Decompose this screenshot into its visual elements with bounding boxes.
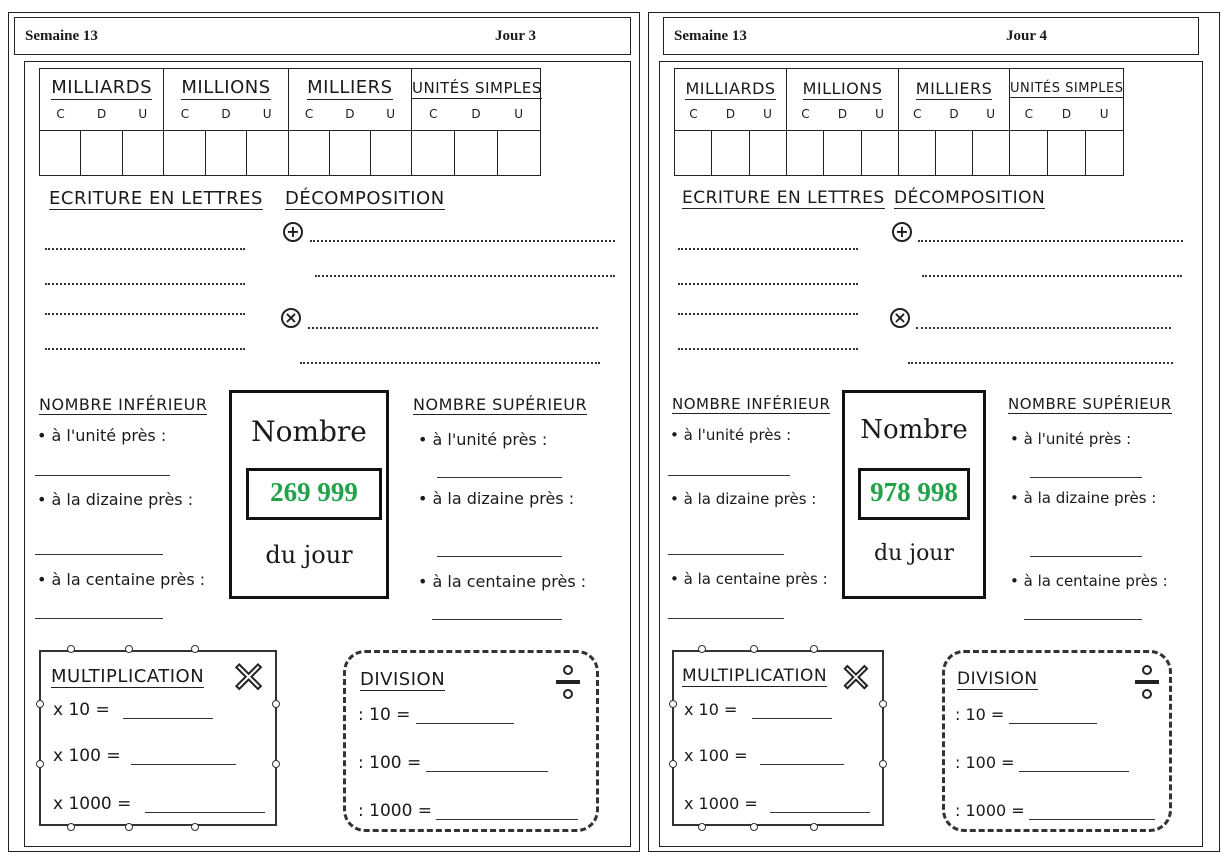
pv-group-milliers: MILLIERS C D U [899, 69, 1010, 175]
mult-100-label: x 100 = [53, 746, 121, 766]
inf-unite-label: • à l'unité près : [670, 426, 792, 444]
worksheet-header [14, 17, 631, 55]
times-sign-icon: × [890, 308, 910, 328]
answer-line[interactable] [437, 477, 562, 478]
answer-line[interactable] [35, 475, 170, 476]
answer-line[interactable] [436, 819, 578, 820]
place-value-table [674, 68, 1124, 176]
writing-line[interactable] [45, 313, 245, 315]
pv-cell[interactable] [750, 131, 786, 175]
week-label: Semaine 13 [25, 28, 98, 44]
du-jour-label: du jour [874, 541, 954, 566]
writing-line[interactable] [678, 348, 858, 350]
multiplication-box [672, 650, 884, 826]
worksheet-sheet [24, 61, 631, 847]
sup-dizaine-label: • à la dizaine près : [418, 489, 575, 508]
pv-group-milliers: MILLIERS C D U [289, 69, 412, 175]
number-of-day-box [842, 390, 986, 599]
writing-line[interactable] [678, 283, 858, 285]
answer-line[interactable] [752, 718, 832, 719]
decomposition-line[interactable] [310, 240, 615, 242]
answer-line[interactable] [668, 475, 790, 476]
pv-cell[interactable] [123, 131, 163, 175]
answer-line[interactable] [145, 812, 265, 813]
divide-icon [556, 665, 580, 699]
pv-group-milliards: MILLIARDS C D U [675, 69, 787, 175]
superieur-title: NOMBRE SUPÉRIEUR [413, 395, 588, 414]
pv-cell[interactable] [330, 131, 371, 175]
writing-line[interactable] [45, 283, 245, 285]
number-display [246, 468, 382, 520]
multiplication-title: MULTIPLICATION [682, 666, 828, 686]
inf-centaine-label: • à la centaine près : [37, 570, 206, 589]
pv-cell[interactable] [936, 131, 973, 175]
answer-line[interactable] [35, 554, 163, 555]
plus-sign-icon: + [892, 222, 912, 242]
division-box [942, 650, 1172, 832]
pv-group-millions: MILLIONS C D U [787, 69, 899, 175]
number-of-day-box [229, 390, 389, 599]
worksheet-sheet [659, 61, 1203, 847]
multiplication-box [39, 650, 277, 826]
pv-group-unites: UNITÉS SIMPLES C D U [1010, 69, 1123, 175]
pv-cell[interactable] [164, 131, 205, 175]
superieur-title: NOMBRE SUPÉRIEUR [1008, 395, 1172, 413]
pv-cell[interactable] [206, 131, 247, 175]
multiplication-title: MULTIPLICATION [51, 666, 205, 687]
pv-cell[interactable] [498, 131, 540, 175]
division-title: DIVISION [957, 669, 1038, 689]
answer-line[interactable] [1030, 477, 1142, 478]
div-1000-label: : 1000 = [358, 801, 433, 821]
pv-cell[interactable] [247, 131, 287, 175]
pv-cell[interactable] [412, 131, 455, 175]
day-label: Jour 3 [495, 28, 536, 44]
pv-cell[interactable] [973, 131, 1009, 175]
writing-line[interactable] [678, 248, 858, 250]
div-10-label: : 10 = [955, 705, 1005, 724]
answer-line[interactable] [123, 718, 213, 719]
number-value: 269 999 [270, 477, 358, 507]
sup-centaine-label: • à la centaine près : [418, 572, 587, 591]
worksheet-day-3 [8, 12, 640, 852]
answer-line[interactable] [770, 812, 870, 813]
answer-line[interactable] [426, 771, 548, 772]
answer-line[interactable] [131, 764, 236, 765]
decomposition-line[interactable] [300, 362, 600, 364]
decomposition-title: DÉCOMPOSITION [285, 188, 445, 209]
mult-1000-label: x 1000 = [53, 794, 132, 814]
mult-10-label: x 10 = [53, 700, 110, 720]
pv-group-millions: MILLIONS C D U [164, 69, 288, 175]
sup-unite-label: • à l'unité près : [418, 430, 548, 449]
sup-dizaine-label: • à la dizaine près : [1010, 489, 1157, 507]
plus-sign-icon: + [283, 222, 303, 242]
answer-line[interactable] [1024, 619, 1142, 620]
answer-line[interactable] [437, 556, 562, 557]
place-value-table [39, 68, 541, 176]
sup-unite-label: • à l'unité près : [1010, 430, 1132, 448]
pv-cell[interactable] [371, 131, 411, 175]
pv-cell[interactable] [1010, 131, 1048, 175]
pv-cell[interactable] [81, 131, 122, 175]
inf-unite-label: • à l'unité près : [37, 426, 167, 445]
day-label: Jour 4 [1006, 28, 1047, 44]
inf-dizaine-label: • à la dizaine près : [670, 490, 817, 508]
pv-cell[interactable] [40, 131, 81, 175]
pv-cell[interactable] [289, 131, 330, 175]
inferieur-title: NOMBRE INFÉRIEUR [672, 395, 831, 413]
pv-cell[interactable] [824, 131, 861, 175]
div-1000-label: : 1000 = [955, 801, 1025, 820]
pv-cell[interactable] [1086, 131, 1123, 175]
answer-line[interactable] [416, 723, 514, 724]
decomposition-line[interactable] [916, 327, 1171, 329]
pv-cell[interactable] [675, 131, 712, 175]
divide-icon [1135, 665, 1159, 699]
ecriture-title: ECRITURE EN LETTRES [49, 188, 263, 209]
week-label: Semaine 13 [674, 28, 747, 44]
du-jour-label: du jour [265, 541, 353, 569]
writing-line[interactable] [45, 248, 245, 250]
worksheet-header [663, 17, 1199, 55]
div-10-label: : 10 = [358, 705, 411, 725]
nombre-label: Nombre [860, 415, 968, 445]
inferieur-title: NOMBRE INFÉRIEUR [39, 395, 208, 414]
mult-100-label: x 100 = [684, 746, 748, 765]
ecriture-title: ECRITURE EN LETTRES [682, 188, 885, 208]
decomposition-title: DÉCOMPOSITION [894, 188, 1046, 208]
decomposition-line[interactable] [918, 240, 1183, 242]
times-sign-icon: × [281, 308, 301, 328]
pv-cell[interactable] [787, 131, 824, 175]
decomposition-line[interactable] [315, 275, 615, 277]
answer-line[interactable] [35, 618, 163, 619]
decomposition-line[interactable] [908, 362, 1173, 364]
answer-line[interactable] [1030, 556, 1142, 557]
answer-line[interactable] [432, 619, 562, 620]
number-display [858, 468, 970, 520]
pv-cell[interactable] [455, 131, 498, 175]
decomposition-line[interactable] [308, 327, 598, 329]
number-value: 978 998 [870, 477, 958, 507]
div-100-label: : 100 = [955, 753, 1015, 772]
inf-centaine-label: • à la centaine près : [670, 570, 828, 588]
pv-cell[interactable] [712, 131, 749, 175]
answer-line[interactable] [760, 764, 844, 765]
writing-line[interactable] [678, 313, 858, 315]
inf-dizaine-label: • à la dizaine près : [37, 490, 194, 509]
multiply-icon: ✕ [840, 656, 872, 700]
answer-line[interactable] [668, 618, 784, 619]
writing-line[interactable] [45, 348, 245, 350]
pv-cell[interactable] [1048, 131, 1086, 175]
decomposition-line[interactable] [922, 275, 1182, 277]
pv-group-unites: UNITÉS SIMPLES C D U [412, 69, 540, 175]
nombre-label: Nombre [251, 415, 367, 448]
pv-group-milliards: MILLIARDS C D U [40, 69, 164, 175]
division-box [343, 650, 599, 832]
division-title: DIVISION [360, 669, 446, 690]
multiply-icon: ✕ [231, 653, 267, 702]
answer-line[interactable] [1029, 819, 1155, 820]
answer-line[interactable] [668, 554, 784, 555]
pv-cell[interactable] [862, 131, 898, 175]
mult-1000-label: x 1000 = [684, 794, 758, 813]
div-100-label: : 100 = [358, 753, 422, 773]
mult-10-label: x 10 = [684, 700, 738, 719]
worksheet-day-4 [648, 12, 1220, 852]
sup-centaine-label: • à la centaine près : [1010, 572, 1168, 590]
pv-cell[interactable] [899, 131, 936, 175]
answer-line[interactable] [1009, 723, 1097, 724]
answer-line[interactable] [1019, 771, 1129, 772]
